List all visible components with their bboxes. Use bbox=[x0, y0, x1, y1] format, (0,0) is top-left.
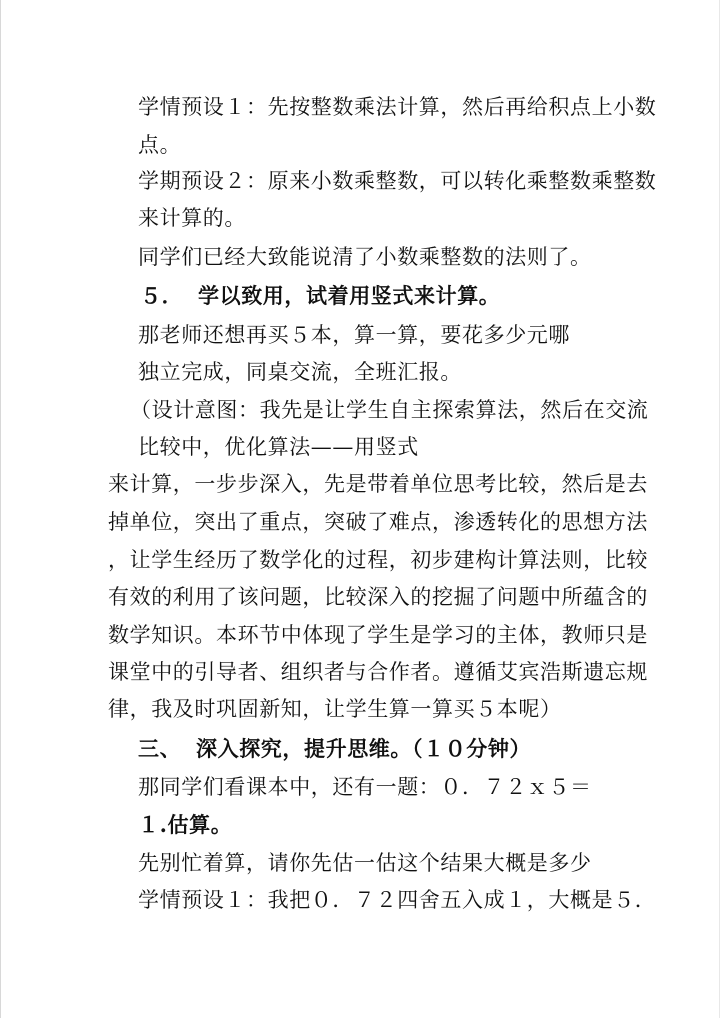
section-heading-5-text: 学以致用，试着用竖式来计算。 bbox=[198, 283, 501, 308]
text-line-5: 同学们已经大致能说清了小数乘整数的法则了。 bbox=[138, 245, 592, 269]
text-line-3: 学期预设２：原来小数乘整数，可以转化乘整数乘整数 bbox=[138, 169, 657, 193]
text-line-8: （设计意图：我先是让学生自主探索算法，然后在交流 bbox=[130, 398, 649, 422]
text-line-10: 来计算，一步步深入，先是带着单位思考比较，然后是去 bbox=[108, 472, 648, 496]
section-heading-3 bbox=[138, 734, 531, 764]
text-line-6: 那老师还想再买５本，算一算，要花多少元哪 bbox=[138, 323, 570, 347]
section-heading-5 bbox=[140, 281, 500, 311]
text-line-14: 数学知识。本环节中体现了学生是学习的主体，教师只是 bbox=[108, 623, 648, 647]
text-line-15: 课堂中的引导者、组织者与合作者。遵循艾宾浩斯遗忘规 bbox=[108, 660, 648, 684]
text-line-4: 来计算的。 bbox=[138, 206, 246, 230]
section-heading-5-number: ５． bbox=[140, 283, 184, 308]
page-left-edge bbox=[0, 0, 1, 1018]
text-line-13: 有效的利用了该问题，比较深入的挖掘了问题中所蕴含的 bbox=[108, 585, 648, 609]
text-line-12: ，让学生经历了数学化的过程，初步建构计算法则，比较 bbox=[108, 548, 648, 572]
text-line-9: 比较中，优化算法——用竖式 bbox=[138, 435, 419, 459]
text-line-19: 学情预设１：我把０．７２四舍五入成１，大概是５． bbox=[138, 888, 657, 912]
text-line-1: 学情预设１：先按整数乘法计算，然后再给积点上小数 bbox=[138, 95, 657, 119]
text-line-7: 独立完成，同桌交流，全班汇报。 bbox=[138, 360, 462, 384]
text-line-2: 点。 bbox=[138, 133, 182, 157]
text-line-16: 律，我及时巩固新知，让学生算一算买５本呢） bbox=[108, 697, 562, 721]
section-heading-3-text: 深入探究，提升思维。（１０分钟） bbox=[196, 736, 532, 761]
text-line-18: 先别忙着算，请你先估一估这个结果大概是多少 bbox=[138, 851, 592, 875]
text-line-17: 那同学们看课本中，还有一题：０．７２ｘ５＝ bbox=[138, 775, 592, 799]
subheading-estimate: １.估算。 bbox=[138, 812, 233, 837]
section-heading-3-number: 三、 bbox=[138, 736, 182, 761]
text-line-11: 掉单位，突出了重点，突破了难点，渗透转化的思想方法 bbox=[108, 510, 648, 534]
